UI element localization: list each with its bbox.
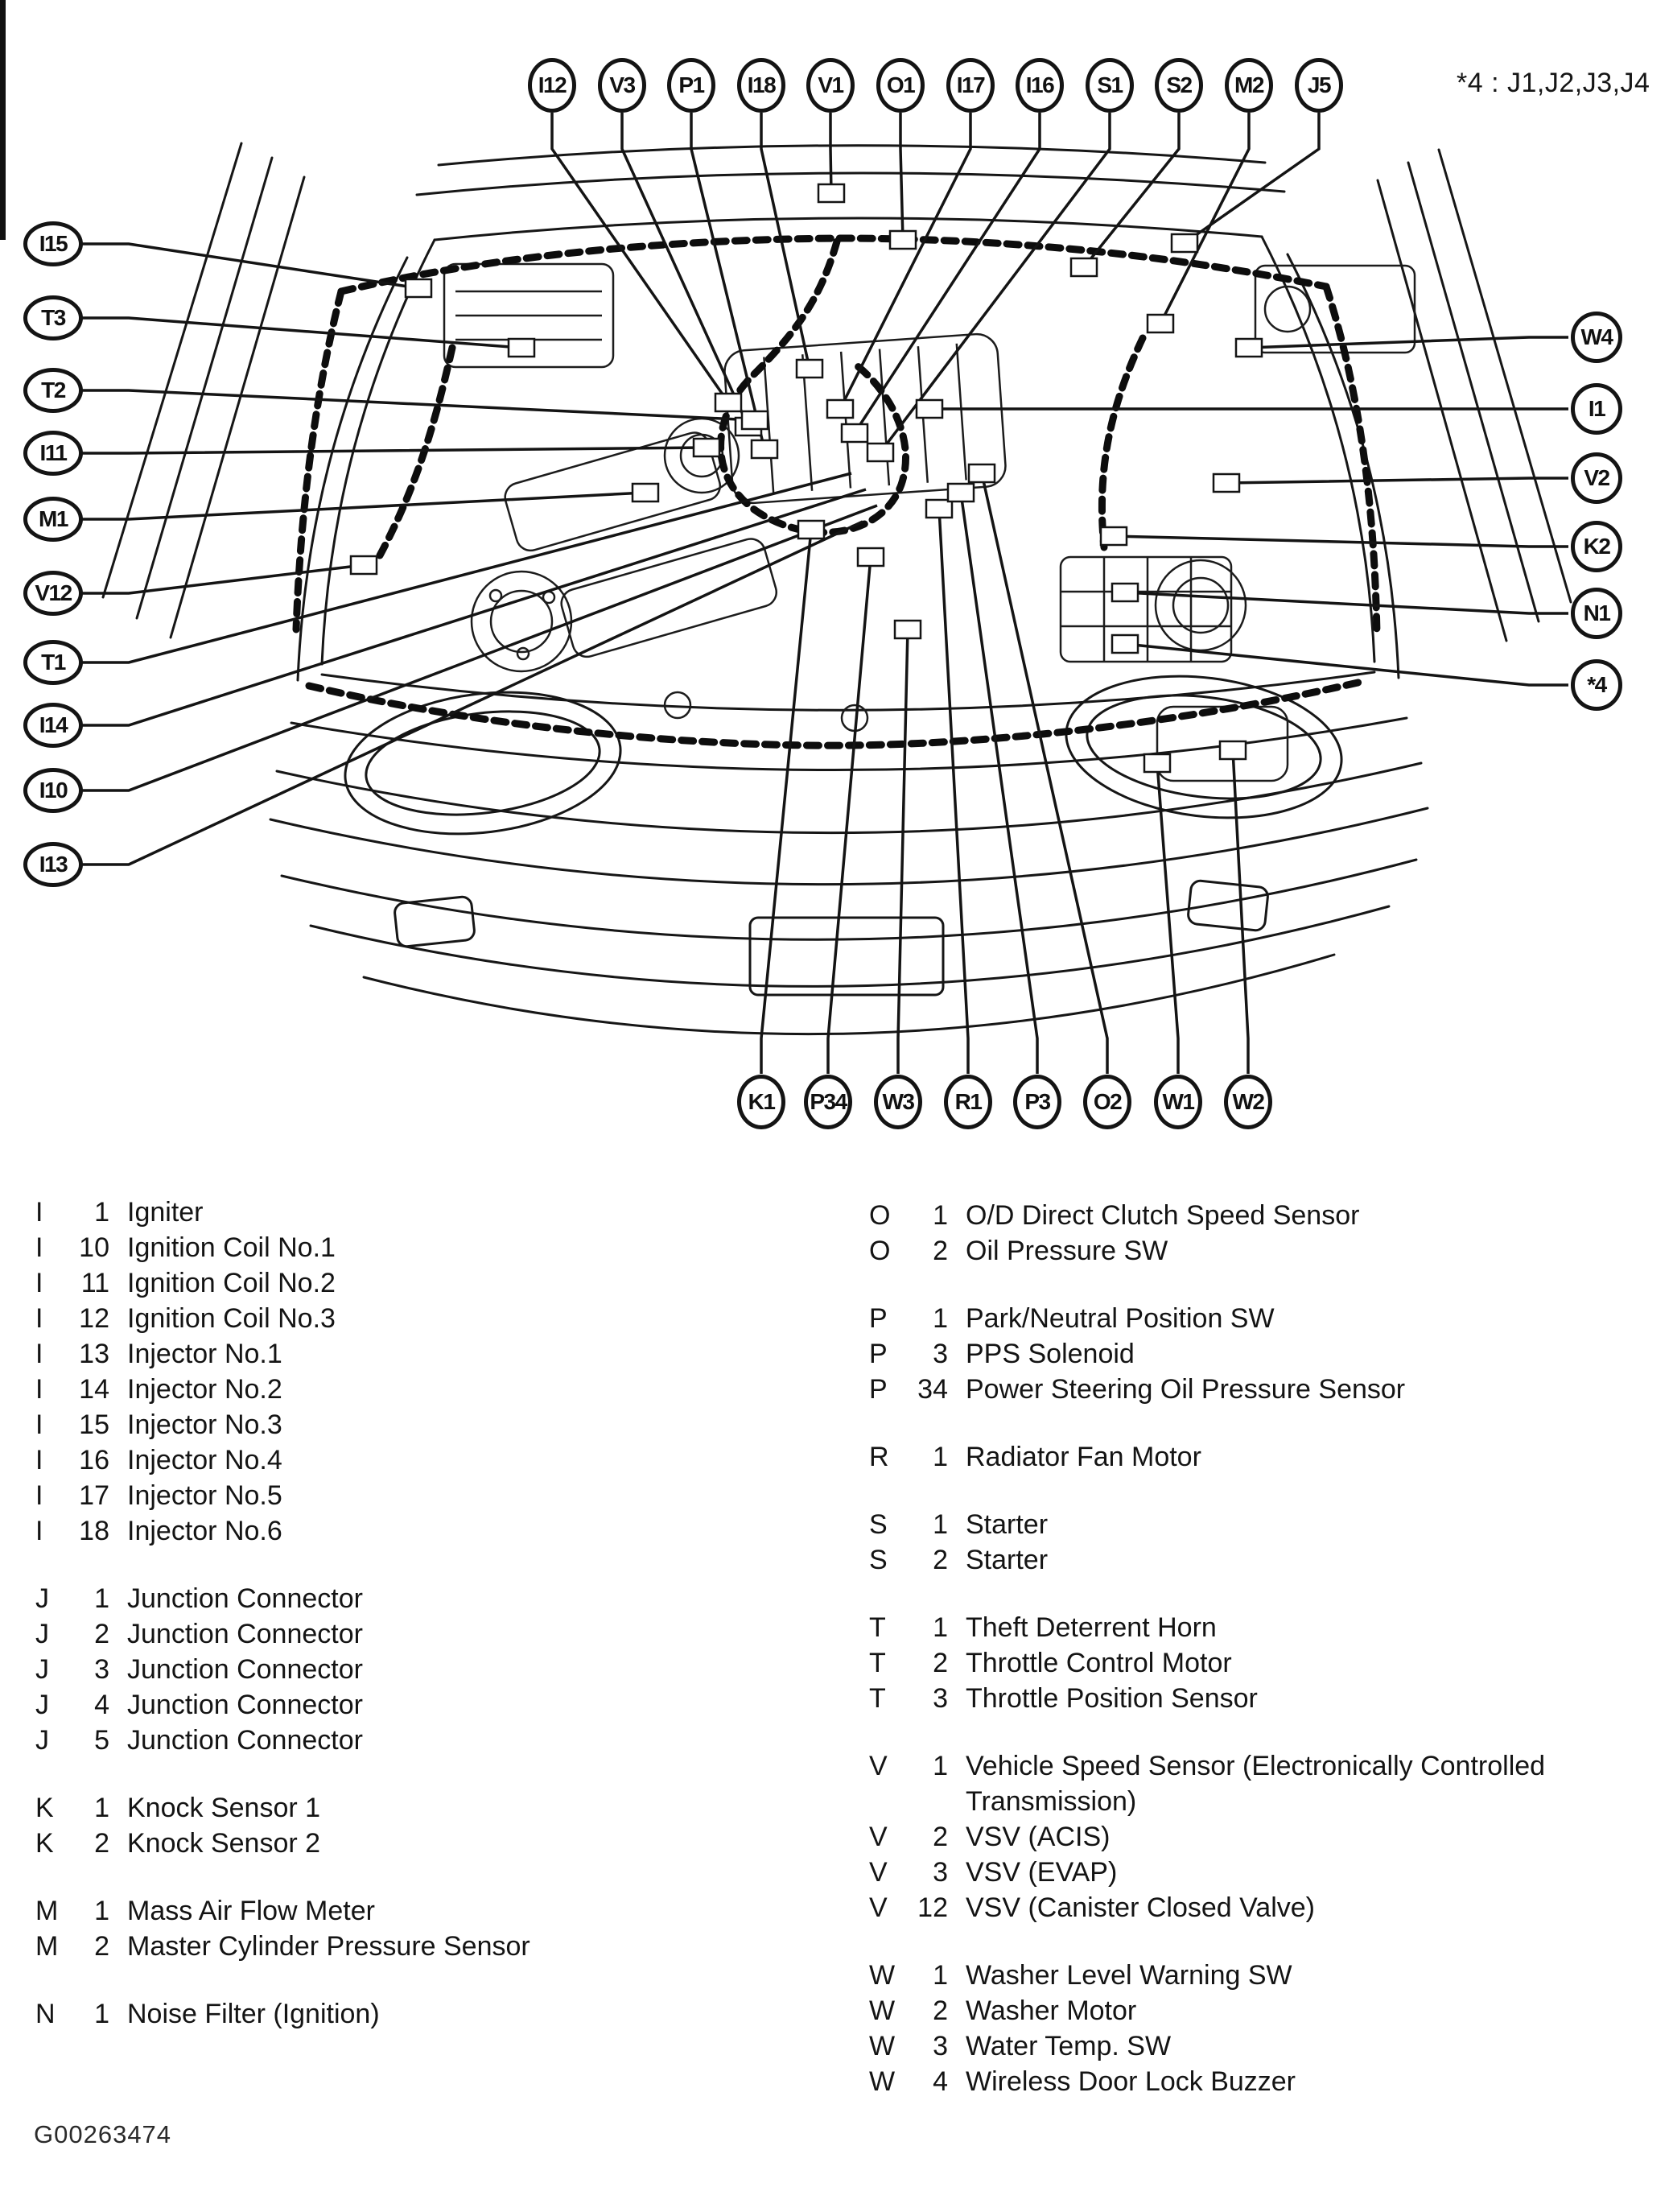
legend-code-letter: T [869,1683,886,1714]
callout-V3: V3 [598,58,646,113]
legend-code-letter: I [35,1268,43,1298]
legend-row [35,1996,840,2032]
callout-I10: I10 [23,768,83,813]
callout-K1: K1 [737,1075,785,1129]
callout-O1: O1 [876,58,925,113]
legend-row [35,1513,840,1549]
legend-description: Ignition Coil No.3 [127,1303,336,1334]
legend-code-number: 18 [79,1516,109,1546]
legend-row [869,1610,1642,1645]
legend-code-number: 2 [933,1648,948,1678]
callout-M1: M1 [23,497,83,542]
legend-code-number: 1 [933,1509,948,1540]
callout-I13: I13 [23,842,83,887]
legend-code-letter: S [869,1545,888,1575]
legend-description: VSV (EVAP) [966,1857,1118,1888]
legend-code-number: 1 [94,1793,109,1823]
legend-row [869,1748,1642,1819]
callout-P1: P1 [667,58,715,113]
legend-code-letter: I [35,1303,43,1334]
callout-I12: I12 [528,58,576,113]
legend-code-number: 3 [933,1339,948,1369]
callout-W3: W3 [874,1075,922,1129]
legend-row [35,1442,840,1478]
legend-code-number: 13 [79,1339,109,1369]
legend-code-number: 14 [79,1374,109,1405]
legend-code-letter: O [869,1236,891,1266]
legend-code-number: 15 [79,1409,109,1440]
legend-code-number: 4 [94,1690,109,1720]
legend-row [869,1507,1642,1542]
legend-row [869,1198,1642,1233]
legend-code-number: 1 [933,1200,948,1231]
legend-row [35,1478,840,1513]
legend-code-letter: T [869,1612,886,1643]
legend-description: Injector No.2 [127,1374,282,1405]
legend-description: Starter [966,1509,1049,1540]
legend-code-number: 12 [79,1303,109,1334]
legend-row [869,1958,1642,1993]
legend-description: Ignition Coil No.2 [127,1268,336,1298]
legend-description: Junction Connector [127,1725,363,1756]
legend-code-letter: I [35,1480,43,1511]
legend-code-letter: K [35,1828,54,1859]
legend-row [869,1372,1642,1407]
legend-description: Junction Connector [127,1690,363,1720]
legend-row [35,1893,840,1929]
callout-W2: W2 [1224,1075,1272,1129]
callout-S2: S2 [1155,58,1203,113]
legend-row [869,1233,1642,1269]
legend-code-letter: J [35,1690,49,1720]
legend-code-letter: S [869,1509,888,1540]
legend-description: O/D Direct Clutch Speed Sensor [966,1200,1360,1231]
callout-T1: T1 [23,640,83,685]
legend-row [869,1993,1642,2028]
legend-description: Water Temp. SW [966,2031,1172,2061]
legend-description: Theft Deterrent Horn [966,1612,1217,1643]
callout-N1: N1 [1571,588,1622,639]
legend-code-number: 1 [933,1751,948,1781]
legend-row [869,1301,1642,1336]
callout-I14: I14 [23,703,83,748]
callout-I1: I1 [1571,383,1622,435]
legend-description: Igniter [127,1197,204,1228]
legend-code-number: 34 [917,1374,948,1405]
legend-code-letter: W [869,2031,896,2061]
legend-code-letter: I [35,1409,43,1440]
legend-description: Park/Neutral Position SW [966,1303,1275,1334]
legend-code-letter: I [35,1374,43,1405]
legend-row [869,1542,1642,1578]
legend-code-number: 1 [94,1197,109,1228]
figure-id: G00263474 [34,2120,172,2148]
legend-description: Injector No.5 [127,1480,282,1511]
callout-I17: I17 [946,58,995,113]
legend-description: VSV (ACIS) [966,1822,1111,1852]
legend-code-number: 10 [79,1232,109,1263]
legend-row [35,1790,840,1826]
legend-code-number: 3 [94,1654,109,1685]
callout-S1: S1 [1086,58,1134,113]
legend-code-letter: V [869,1857,888,1888]
legend-code-letter: I [35,1197,43,1228]
legend-code-letter: I [35,1339,43,1369]
legend-code-number: 1 [933,1960,948,1991]
legend-code-number: 12 [917,1892,948,1923]
legend-code-letter: W [869,1995,896,2026]
legend-code-letter: I [35,1445,43,1475]
legend-code-letter: W [869,1960,896,1991]
legend-code-letter: I [35,1232,43,1263]
legend-description: Oil Pressure SW [966,1236,1168,1266]
legend-code-number: 4 [933,2066,948,2097]
legend-description: Power Steering Oil Pressure Sensor [966,1374,1406,1405]
legend-row [35,1687,840,1723]
legend-code-letter: V [869,1892,888,1923]
legend-description: VSV (Canister Closed Valve) [966,1892,1315,1923]
legend-code-number: 1 [933,1303,948,1334]
legend-code-letter: J [35,1619,49,1649]
legend-code-number: 2 [94,1931,109,1962]
legend-code-number: 2 [94,1828,109,1859]
callout-V2: V2 [1571,452,1622,504]
legend-description: Starter [966,1545,1049,1575]
legend-description: Ignition Coil No.1 [127,1232,336,1263]
legend-code-letter: J [35,1725,49,1756]
legend-code-number: 2 [933,1995,948,2026]
legend-description: Vehicle Speed Sensor (Electronically Controlled Transmission) [966,1751,1546,1817]
legend-row [869,2064,1642,2099]
legend-row [35,1372,840,1407]
legend-description: Junction Connector [127,1654,363,1685]
legend-description: Washer Level Warning SW [966,1960,1292,1991]
callout-W1: W1 [1154,1075,1202,1129]
legend-code-number: 2 [933,1822,948,1852]
legend-right-column [869,1198,1642,2099]
legend-code-letter: M [35,1931,59,1962]
legend-code-letter: M [35,1896,59,1926]
callout-K2: K2 [1571,521,1622,572]
legend-row [35,1265,840,1301]
legend-row [35,1826,840,1861]
asterisk-note: *4 : J1,J2,J3,J4 [1457,68,1650,98]
legend-description: Junction Connector [127,1583,363,1614]
legend-code-letter: I [35,1516,43,1546]
legend-code-number: 3 [933,1857,948,1888]
legend-code-number: 2 [933,1236,948,1266]
callout-star4: *4 [1571,659,1622,711]
legend-row [869,1890,1642,1925]
legend-description: Knock Sensor 2 [127,1828,321,1859]
car-outline [0,0,1571,1034]
legend-code-letter: T [869,1648,886,1678]
callout-R1: R1 [944,1075,992,1129]
legend-description: Injector No.6 [127,1516,282,1546]
callout-I18: I18 [737,58,785,113]
legend-description: Injector No.1 [127,1339,282,1369]
legend-code-number: 1 [933,1442,948,1472]
legend-code-number: 2 [94,1619,109,1649]
legend-row [35,1301,840,1336]
legend-description: Master Cylinder Pressure Sensor [127,1931,530,1962]
callout-P34: P34 [804,1075,852,1129]
legend-code-letter: P [869,1303,888,1334]
legend-description: Noise Filter (Ignition) [127,1999,380,2029]
legend-description: Junction Connector [127,1619,363,1649]
legend-row [35,1652,840,1687]
legend-code-number: 2 [933,1545,948,1575]
legend-code-number: 3 [933,1683,948,1714]
legend-description: Knock Sensor 1 [127,1793,321,1823]
legend-code-letter: V [869,1751,888,1781]
legend-row [869,1439,1642,1475]
legend-code-letter: J [35,1583,49,1614]
legend-code-number: 1 [94,1896,109,1926]
callout-P3: P3 [1013,1075,1061,1129]
callout-T3: T3 [23,295,83,340]
legend-description: Mass Air Flow Meter [127,1896,375,1926]
legend-code-letter: K [35,1793,54,1823]
legend-description: Radiator Fan Motor [966,1442,1201,1472]
legend-code-number: 1 [933,1612,948,1643]
legend-code-letter: P [869,1339,888,1369]
legend-code-letter: V [869,1822,888,1852]
callout-M2: M2 [1225,58,1273,113]
legend-code-number: 5 [94,1725,109,1756]
legend-description: Washer Motor [966,1995,1137,2026]
legend-code-number: 16 [79,1445,109,1475]
legend-row [35,1336,840,1372]
legend-row [869,1336,1642,1372]
legend-row [35,1581,840,1616]
legend-row [35,1616,840,1652]
legend-code-letter: R [869,1442,889,1472]
callout-V1: V1 [806,58,855,113]
legend-description: PPS Solenoid [966,1339,1135,1369]
legend-row [869,1645,1642,1681]
scan-artifact [0,0,6,240]
callout-I16: I16 [1016,58,1064,113]
legend-code-number: 1 [94,1999,109,2029]
legend-left-column [35,1195,840,2032]
legend-code-letter: W [869,2066,896,2097]
callout-T2: T2 [23,368,83,413]
callout-I15: I15 [23,221,83,266]
legend-row [869,1681,1642,1716]
legend-row [869,2028,1642,2064]
legend-code-letter: N [35,1999,56,2029]
legend-code-number: 17 [79,1480,109,1511]
legend-row [35,1723,840,1758]
legend-code-number: 1 [94,1583,109,1614]
legend-row [35,1407,840,1442]
callout-J5: J5 [1295,58,1343,113]
legend-code-number: 3 [933,2031,948,2061]
legend-code-number: 11 [80,1268,109,1298]
legend-code-letter: J [35,1654,49,1685]
callout-O2: O2 [1083,1075,1131,1129]
legend-row [35,1929,840,1964]
legend-description: Injector No.3 [127,1409,282,1440]
legend-code-letter: P [869,1374,888,1405]
legend-row [35,1195,840,1230]
legend-description: Throttle Position Sensor [966,1683,1258,1714]
legend-description: Throttle Control Motor [966,1648,1232,1678]
legend-row [869,1819,1642,1855]
legend-row [869,1855,1642,1890]
legend-code-letter: O [869,1200,891,1231]
legend-description: Injector No.4 [127,1445,282,1475]
legend-description: Wireless Door Lock Buzzer [966,2066,1296,2097]
callout-I11: I11 [23,431,83,476]
callout-W4: W4 [1571,312,1622,363]
legend-row [35,1230,840,1265]
callout-V12: V12 [23,571,83,616]
